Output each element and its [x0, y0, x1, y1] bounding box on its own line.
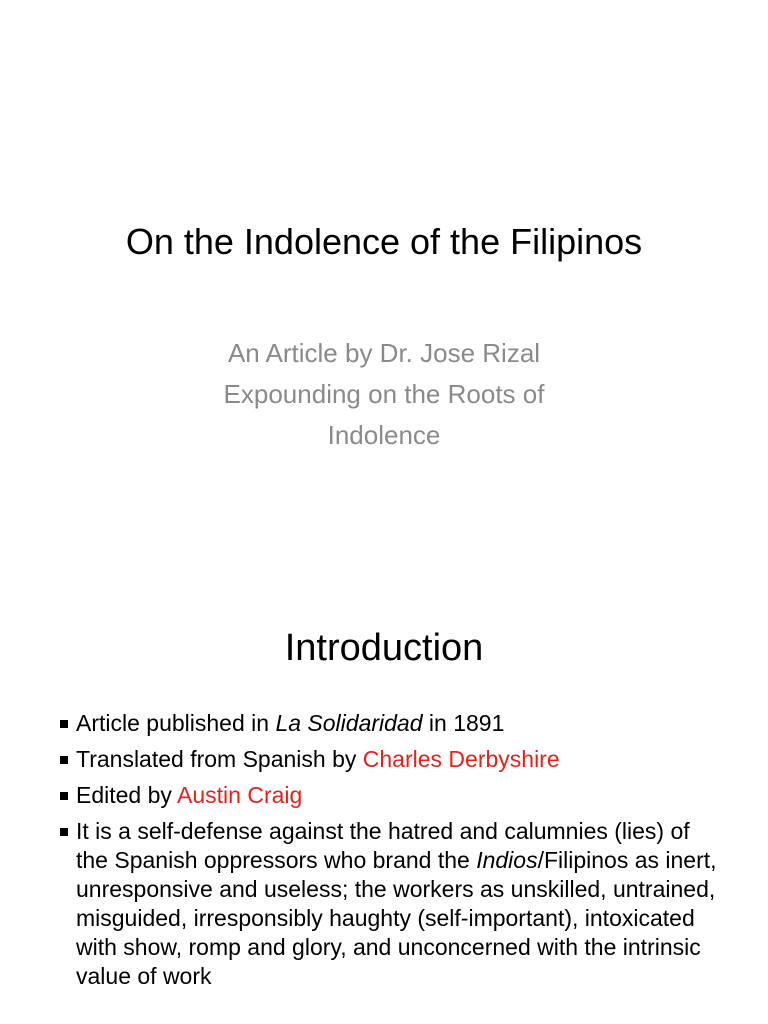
- bullet-item: [60, 745, 728, 774]
- square-bullet-icon: [60, 792, 68, 800]
- square-bullet-icon: [60, 720, 68, 728]
- square-bullet-icon: [60, 756, 68, 764]
- subtitle-line: Expounding on the Roots of: [223, 379, 545, 409]
- bullet-text: /Filipinos as inert, unresponsive and useless; the workers as unskilled, untrained, misguided, irresponsibly haughty (self-important), intoxicated with show, romp and glory, and unconcerned with the intrinsic value of work: [76, 847, 717, 989]
- bullet-text: Translated from Spanish by: [76, 746, 363, 772]
- bullet-item: [60, 817, 728, 991]
- bullet-text: It is a self-defense against the hatred and calumnies (lies) of the Spanish oppressors who brand the: [76, 818, 690, 873]
- subtitle-line: An Article by Dr. Jose Rizal: [227, 338, 541, 368]
- square-bullet-icon: [60, 828, 68, 836]
- translator-name: Charles Derbyshire: [362, 746, 560, 772]
- bullet-item: [60, 709, 728, 738]
- bullet-text: in 1891: [422, 710, 505, 736]
- bullet-item: [60, 781, 728, 810]
- subtitle-line: Indolence: [327, 420, 441, 450]
- publication-name: La Solidaridad: [275, 710, 423, 736]
- slide-subtitle: [0, 333, 768, 456]
- slide-title: On the Indolence of the Filipinos: [125, 221, 643, 262]
- slide-title: Introduction: [284, 627, 484, 669]
- emphasis-term: Indios: [476, 847, 538, 873]
- editor-name: Austin Craig: [177, 782, 303, 808]
- bullet-text: Edited by: [76, 782, 178, 808]
- bullet-list: [60, 709, 728, 998]
- bullet-text: Article published in: [76, 710, 276, 736]
- introduction-slide: [0, 576, 768, 1024]
